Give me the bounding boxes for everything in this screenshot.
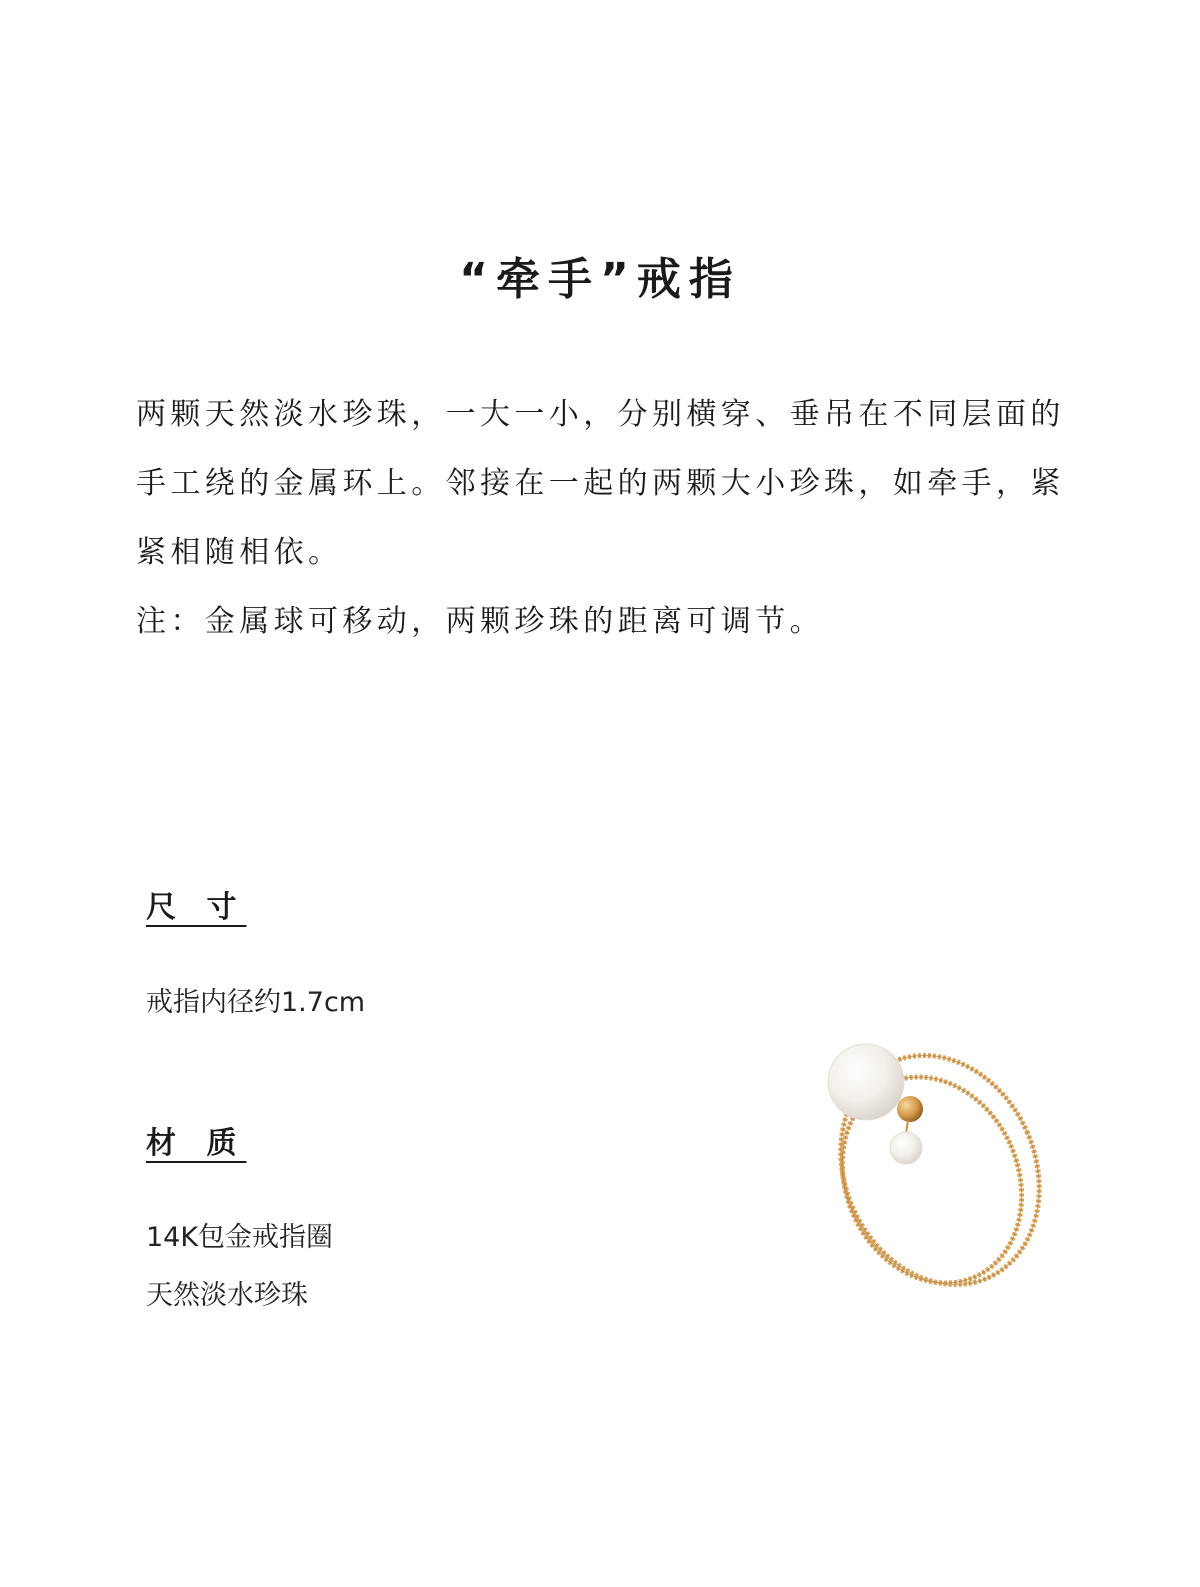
gold-bead [897, 1096, 923, 1122]
page-title: “牵手”戒指 [459, 254, 741, 305]
material-heading: 材 质 [146, 1126, 247, 1161]
description-note: 注：金属球可移动，两颗珍珠的距离可调节。 [136, 604, 824, 639]
ring-product-image [810, 1030, 1050, 1290]
product-description [136, 380, 1066, 656]
description-body: 两颗天然淡水珍珠，一大一小，分别横穿、垂吊在不同层面的手工绕的金属环上。邻接在一起的两颗大小珍珠，如牵手，紧紧相随相依。 [136, 397, 1065, 570]
size-value: 戒指内径约1.7cm [146, 987, 366, 1018]
material-item-ring: 14K包金戒指圈 [146, 1222, 334, 1253]
material-item-pearl: 天然淡水珍珠 [146, 1280, 308, 1311]
large-pearl [828, 1044, 904, 1120]
size-heading: 尺 寸 [146, 890, 247, 925]
small-pearl [890, 1132, 922, 1164]
